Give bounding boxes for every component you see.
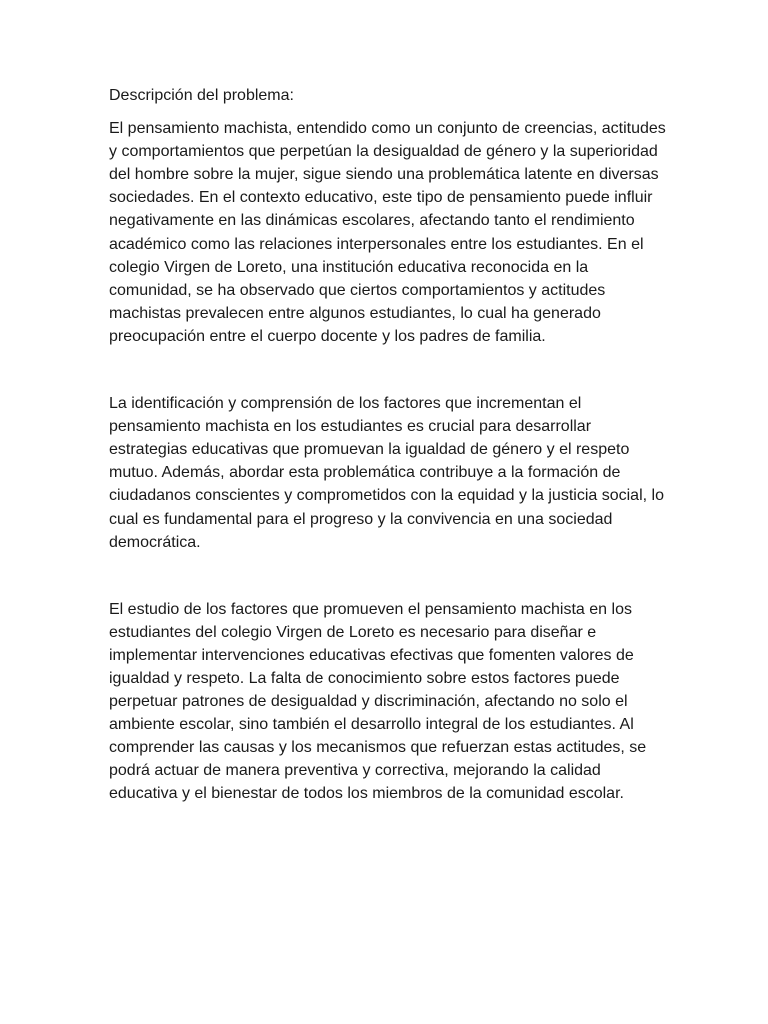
paragraph-justification: El estudio de los factores que promueven el pensamiento machista en los estudiantes del colegio Virgen de Loreto es necesario para diseñar e implementar intervenciones educativas efectivas que fomenten valores de igualdad y respeto. La falta de conocimiento sobre estos factores puede perpetuar patrones de desigualdad y discriminación, afectando no solo el ambiente escolar, sino también el desarrollo integral de los estudiantes. Al comprender las causas y los mecanismos que refuerzan estas actitudes, se podrá actuar de manera preventiva y correctiva, mejorando la calidad educativa y el bienestar de todos los miembros de la comunidad escolar. xyxy=(109,600,647,803)
document-body xyxy=(109,84,669,806)
section-heading: Descripción del problema: xyxy=(109,87,294,104)
paragraph-problem-statement: El pensamiento machista, entendido como un conjunto de creencias, actitudes y comportamientos que perpetúan la desigualdad de género y la superioridad del hombre sobre la mujer, sigue siendo una problemática latente en diversas sociedades. En el contexto educativo, este tipo de pensamiento puede influir negativamente en las dinámicas escolares, afectando tanto el rendimiento académico como las relaciones interpersonales entre los estudiantes. En el colegio Virgen de Loreto, una institución educativa reconocida en la comunidad, se ha observado que ciertos comportamientos y actitudes machistas prevalecen entre algunos estudiantes, lo cual ha generado preocupación entre el cuerpo docente y los padres de familia. xyxy=(109,120,666,345)
paragraph-importance: La identificación y comprensión de los factores que incrementan el pensamiento machista en los estudiantes es crucial para desarrollar estrategias educativas que promuevan la igualdad de género y el respeto mutuo. Además, abordar esta problemática contribuye a la formación de ciudadanos conscientes y comprometidos con la equidad y la justicia social, lo cual es fundamental para el progreso y la convivencia en una sociedad democrática. xyxy=(109,395,664,551)
